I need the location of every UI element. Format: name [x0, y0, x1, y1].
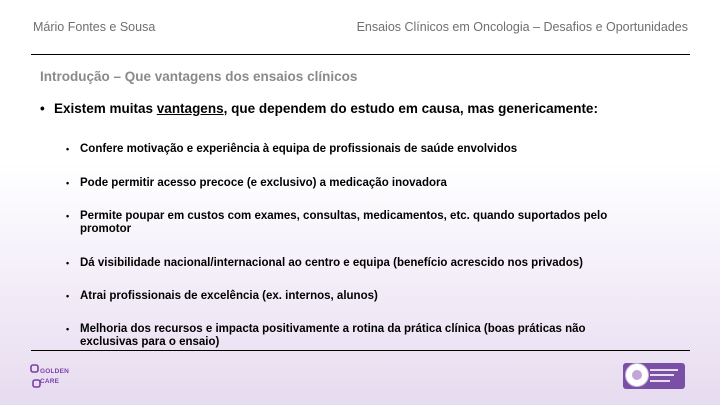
main-bullet [40, 101, 680, 116]
golden-care-logo [30, 362, 70, 392]
bullet-marker: • [40, 101, 45, 116]
bullet-marker: • [66, 291, 70, 301]
bullet-marker: • [66, 324, 70, 334]
list-item-text: Atrai profissionais de excelência (ex. internos, alunos) [80, 290, 378, 302]
main-bullet-text [54, 101, 598, 116]
header-divider [31, 54, 690, 55]
list-item-text: Pode permitir acesso precoce (e exclusivo) a medicação inovadora [80, 177, 447, 189]
list-item-text: Dá visibilidade nacional/internacional ao centro e equipa (benefício acrescido nos privados) [80, 257, 583, 269]
bullet-marker: • [66, 178, 70, 188]
logo-text-line1: GOLDEN [40, 368, 70, 375]
main-bullet-before: Existem muitas [54, 101, 157, 116]
bullet-marker: • [66, 258, 70, 268]
list-item-text: Melhoria dos recursos e impacta positivamente a rotina da prática clínica (boas práticas não exclusivas para o ensaio) [80, 323, 586, 348]
partner-logo [623, 363, 685, 389]
list-item [66, 210, 646, 236]
slide-title: Introdução – Que vantagens dos ensaios clínicos [40, 69, 358, 84]
logo-text-line2: CARE [40, 378, 60, 385]
list-item [66, 323, 646, 349]
main-bullet-underlined: vantagens [156, 101, 224, 116]
presentation-title: Ensaios Clínicos em Oncologia – Desafios e Oportunidades [356, 20, 688, 34]
main-bullet-after: , que dependem do estudo em causa, mas genericamente: [223, 101, 598, 116]
footer-divider [31, 350, 690, 351]
bullet-marker: • [66, 211, 70, 221]
list-item-text: Confere motivação e experiência à equipa de profissionais de saúde envolvidos [80, 143, 518, 155]
list-item [66, 143, 646, 156]
list-item [66, 290, 646, 303]
list-item [66, 177, 646, 190]
bullet-marker: • [66, 144, 70, 154]
author-name: Mário Fontes e Sousa [33, 20, 156, 34]
list-item [66, 257, 646, 270]
logo-mark-icon [30, 362, 42, 392]
list-item-text: Permite poupar em custos com exames, consultas, medicamentos, etc. quando suportados pelo promotor [80, 210, 608, 235]
seal-icon [625, 363, 649, 387]
